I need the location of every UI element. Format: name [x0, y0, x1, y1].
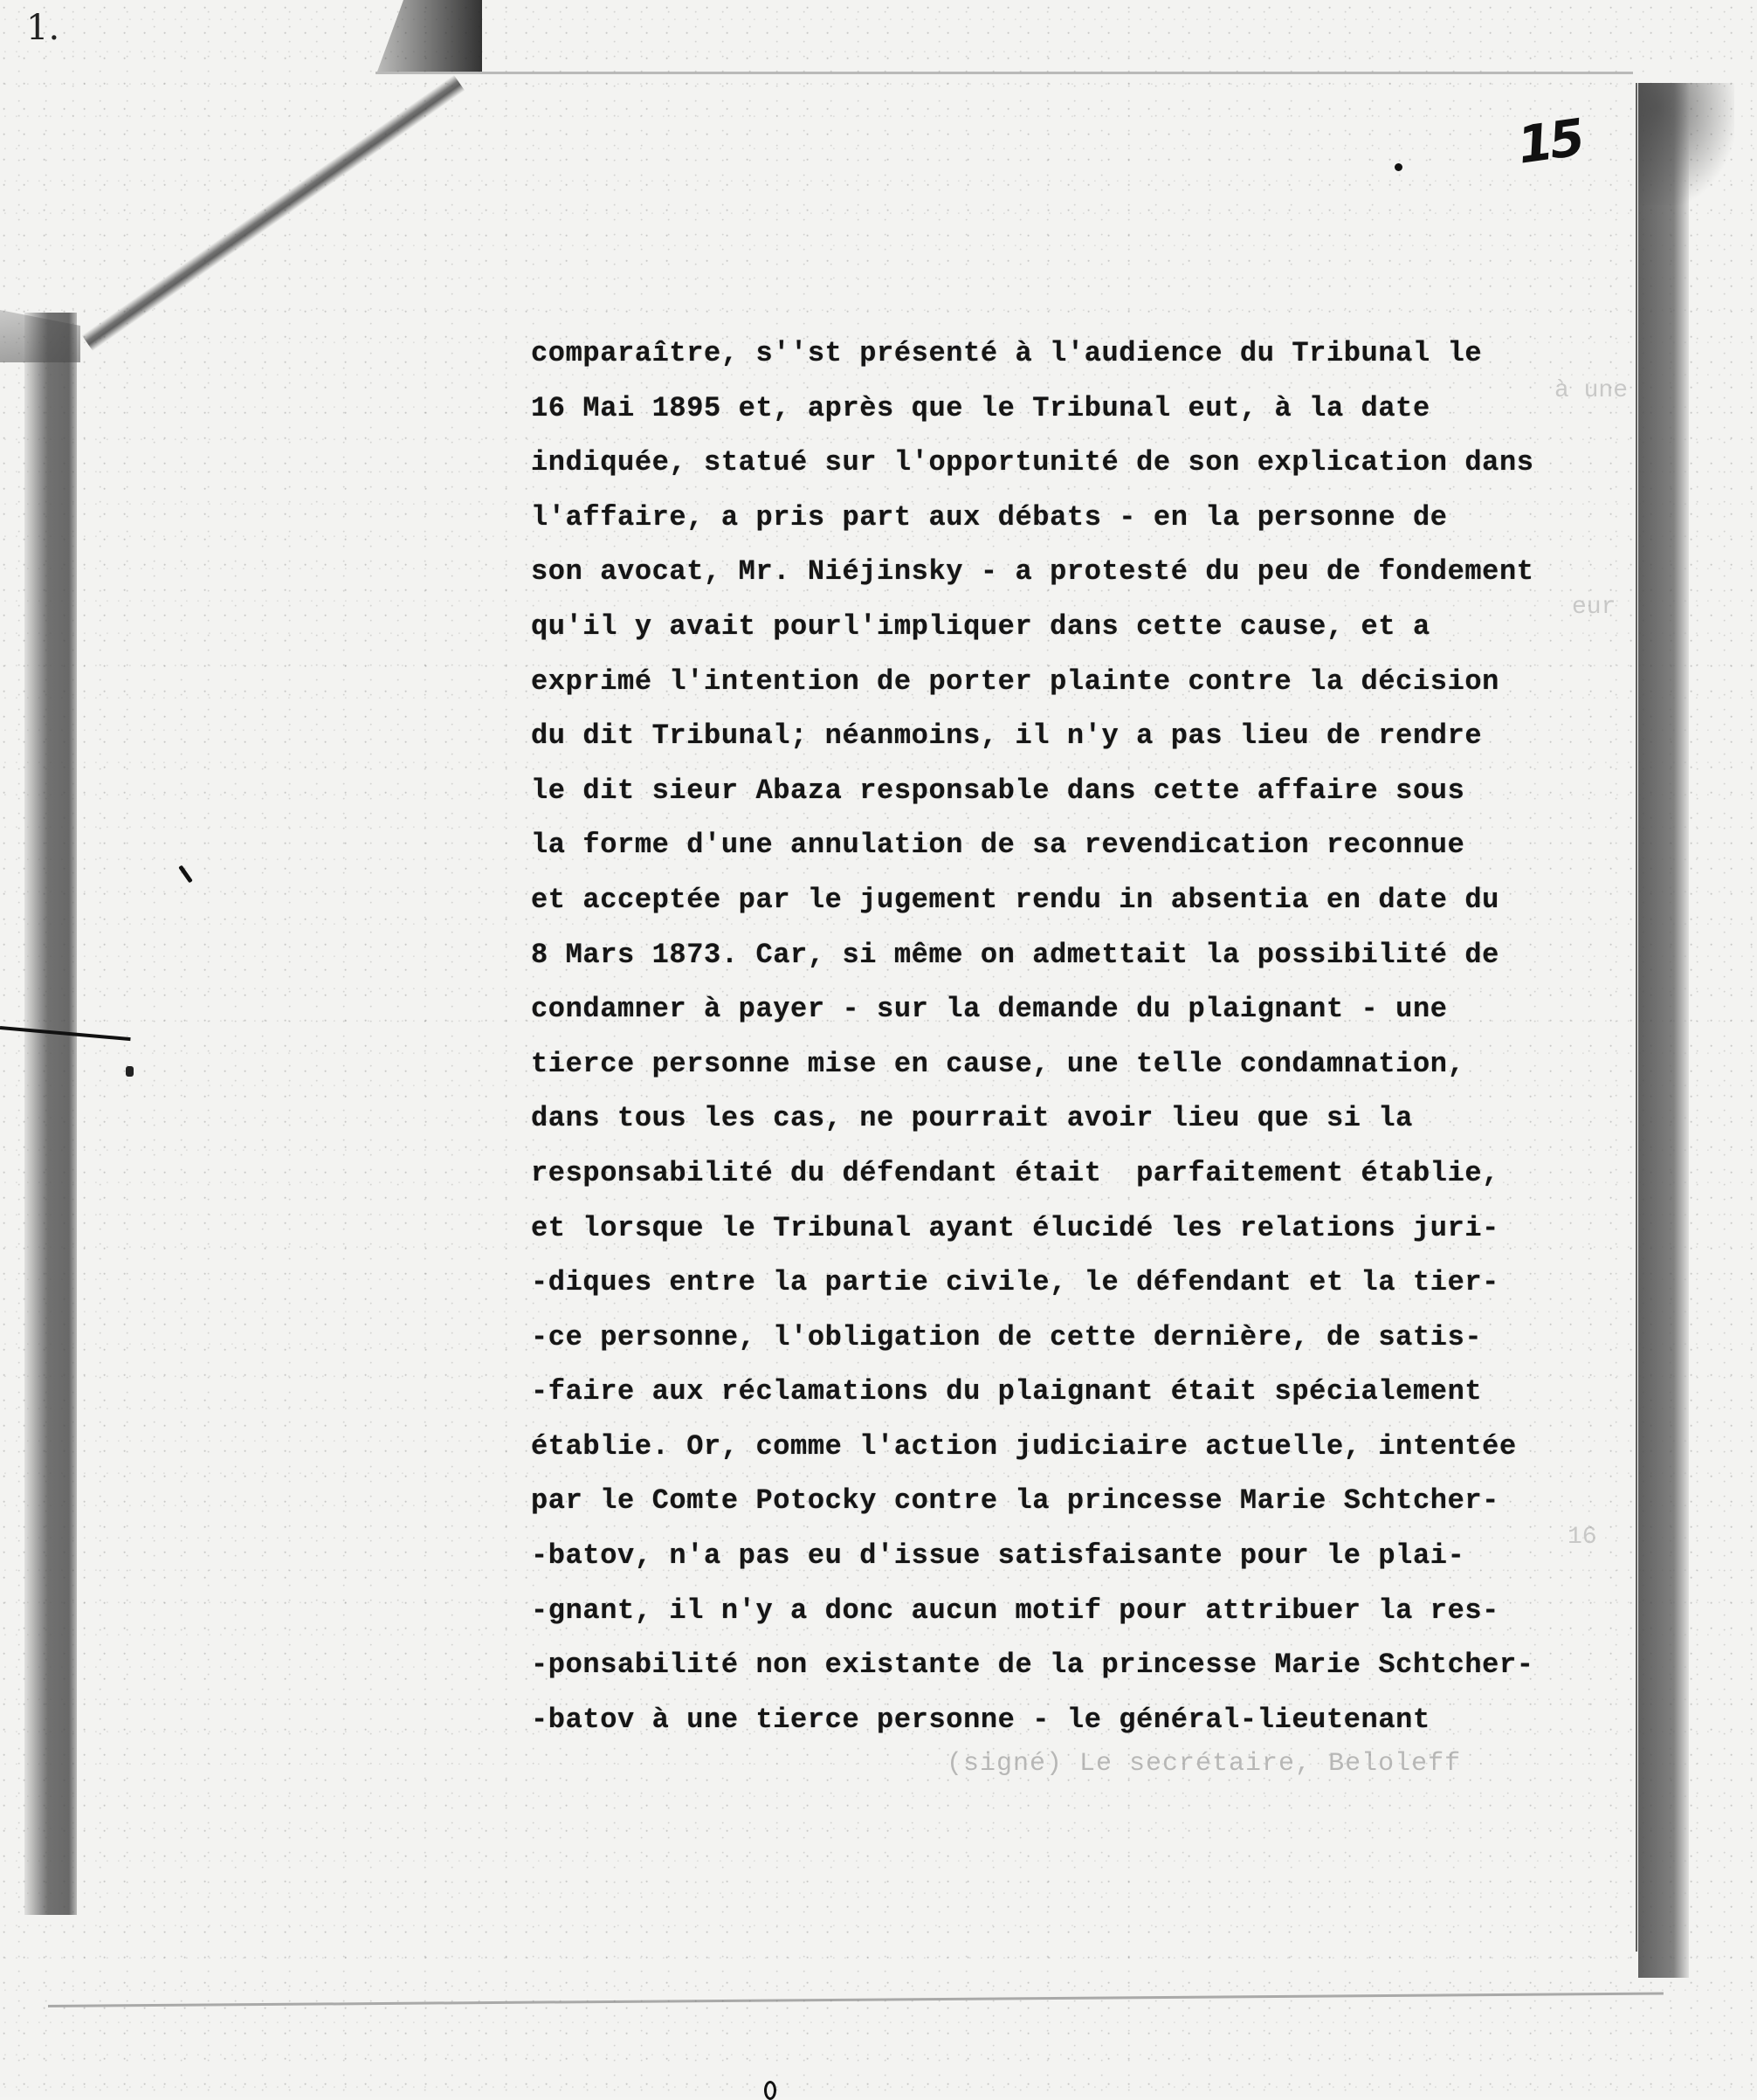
text-line: 16 Mai 1895 et, après que le Tribunal eut, à la date: [531, 391, 1430, 424]
text-line: -diques entre la partie civile, le défendant et la tier-: [531, 1266, 1499, 1299]
bleed-through-fragment: eur: [1572, 594, 1616, 621]
text-line: du dit Tribunal; néanmoins, il n'y a pas lieu de rendre: [531, 720, 1483, 753]
text-line: le dit sieur Abaza responsable dans cette affaire sous: [531, 774, 1465, 807]
text-line: la forme d'une annulation de sa revendication reconnue: [531, 829, 1465, 862]
text-line: -gnant, il n'y a donc aucun motif pour attribuer la res-: [531, 1594, 1499, 1627]
text-line: -ponsabilité non existante de la princesse Marie Schtcher-: [531, 1649, 1534, 1682]
text-line: dans tous les cas, ne pourrait avoir lieu que si la: [531, 1102, 1413, 1135]
text-line: établie. Or, comme l'action judiciaire actuelle, intentée: [531, 1429, 1517, 1463]
bleed-through-signature: (signé) Le secrétaire, Beloleff: [947, 1749, 1462, 1779]
page-top-edge: [376, 72, 1633, 74]
text-line: tierce personne mise en cause, une telle condamnation,: [531, 1047, 1465, 1080]
text-line: et acceptée par le jugement rendu in absentia en date du: [531, 883, 1499, 916]
text-line: 8 Mars 1873. Car, si même on admettait la possibilité de: [531, 938, 1499, 971]
text-line: par le Comte Potocky contre la princesse Marie Schtcher-: [531, 1484, 1499, 1518]
page-number: 15: [1513, 107, 1586, 176]
text-line: -batov, n'a pas eu d'issue satisfaisante pour le plai-: [531, 1539, 1465, 1573]
dot-mark: [1395, 163, 1402, 171]
crack-dot: [126, 1066, 134, 1077]
corner-mark: 1.: [26, 8, 60, 48]
text-line: condamner à payer - sur la demande du plaignant - une: [531, 993, 1448, 1026]
text-line: indiquée, statué sur l'opportunité de son explication dans: [531, 446, 1534, 479]
left-shadow-band: [24, 313, 77, 1915]
text-line: exprimé l'intention de porter plainte contre la décision: [531, 664, 1499, 698]
text-line: responsabilité du défendant était parfaitement établie,: [531, 1156, 1499, 1189]
document-body: [531, 327, 1614, 1747]
bleed-through-fragment: 16: [1568, 1524, 1597, 1551]
text-line: et lorsque le Tribunal ayant élucidé les relations juri-: [531, 1211, 1499, 1244]
right-page-edge: [1636, 83, 1637, 1952]
text-line: -ce personne, l'obligation de cette dernière, de satis-: [531, 1320, 1483, 1353]
bleed-through-fragment: à une: [1554, 377, 1629, 404]
text-line: comparaître, s''st présenté à l'audience du Tribunal le: [531, 337, 1483, 369]
text-line: son avocat, Mr. Niéjinsky - a protesté du peu de fondement: [531, 555, 1534, 589]
text-line: -batov à une tierce personne - le général-lieutenant: [531, 1703, 1430, 1736]
text-line: qu'il y avait pourl'impliquer dans cette cause, et a: [531, 609, 1430, 643]
text-line: -faire aux réclamations du plaignant était spécialement: [531, 1375, 1483, 1408]
right-shadow-band: [1638, 83, 1689, 1978]
text-line: l'affaire, a pris part aux débats - en la personne de: [531, 500, 1448, 534]
